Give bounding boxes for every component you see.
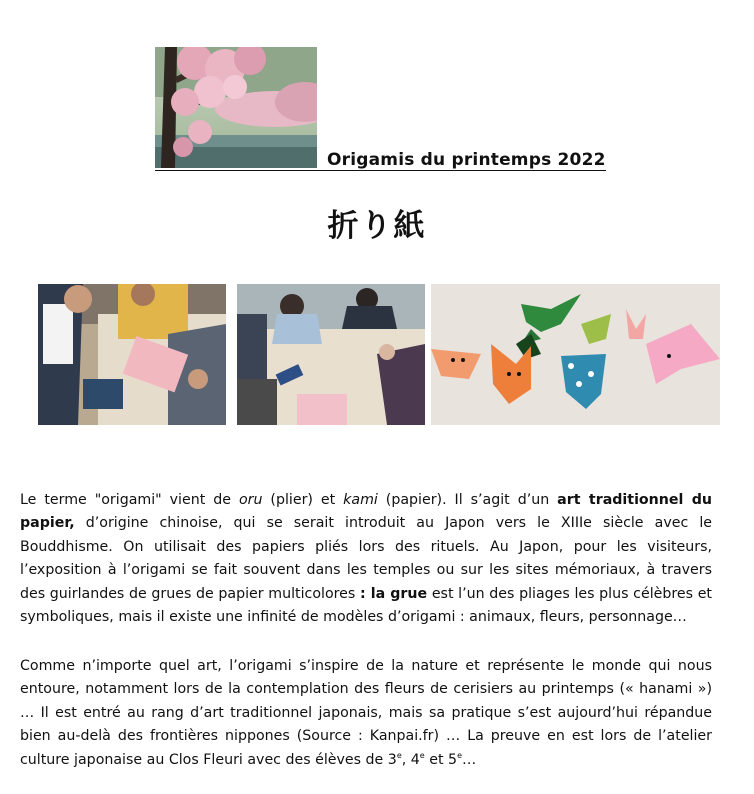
- p2-text-3: et 5: [424, 751, 458, 768]
- students-folding-photo: [38, 284, 226, 425]
- p1-text-4: d’origine chinoise, qui se serait introduit au Japon vers le XIIIe siècle avec le Bouddhisme. On utilisait des papiers pliés lors des rituels. Au Japon, pour les visiteurs, l’exposition à l’origami se fait souvent dans les temples ou sur les sites mémoriaux, à travers des guirlandes de grues de papier multicolores: [20, 515, 712, 602]
- intro-paragraph: [20, 489, 712, 629]
- p2-text-4: …: [461, 751, 477, 768]
- p1-kami: kami: [343, 492, 378, 508]
- p1-bold-crane: : la grue: [359, 585, 428, 602]
- p1-text-2: (plier) et: [262, 492, 344, 508]
- hanami-paragraph: [20, 655, 712, 772]
- p2-text-1: Comme n’importe quel art, l’origami s’inspire de la nature et représente le monde qui nous entoure, notamment lors de la contemplation des fleurs de cerisiers au printemps (« hanami ») … Il est entré au rang d’art traditionnel japonais, mais sa pratique s’est aujourd’hui répandue bien au-delà des frontières nippones (Source : Kanpai.fr) … La preuve en est lors de l’atelier culture japonaise au Clos Fleuri avec des élèves de 3: [20, 658, 712, 768]
- cherry-blossom-photo: [155, 47, 317, 168]
- p1-bold-traditional-art: art traditionnel du papier,: [20, 492, 713, 532]
- p2-text-2: , 4: [401, 751, 420, 768]
- p2-sup-1: e: [396, 750, 402, 760]
- kanji-heading: 折り紙: [327, 208, 427, 244]
- origami-animals-photo: [431, 284, 720, 425]
- p1-text-5: est l’un des pliages les plus célèbres et symboliques, mais il existe une infinité de modèles d’origami : animaux, fleurs, personnage…: [20, 585, 712, 626]
- p1-text-3: (papier). Il s’agit d’un: [377, 492, 558, 508]
- students-classroom-photo: [237, 284, 425, 425]
- p2-sup-3: e: [457, 750, 462, 760]
- p1-text-1: Le terme "origami" vient de: [20, 492, 239, 508]
- p2-sup-2: e: [419, 750, 425, 760]
- p1-oru: oru: [238, 492, 263, 508]
- page-title: Origamis du printemps 2022: [327, 150, 606, 170]
